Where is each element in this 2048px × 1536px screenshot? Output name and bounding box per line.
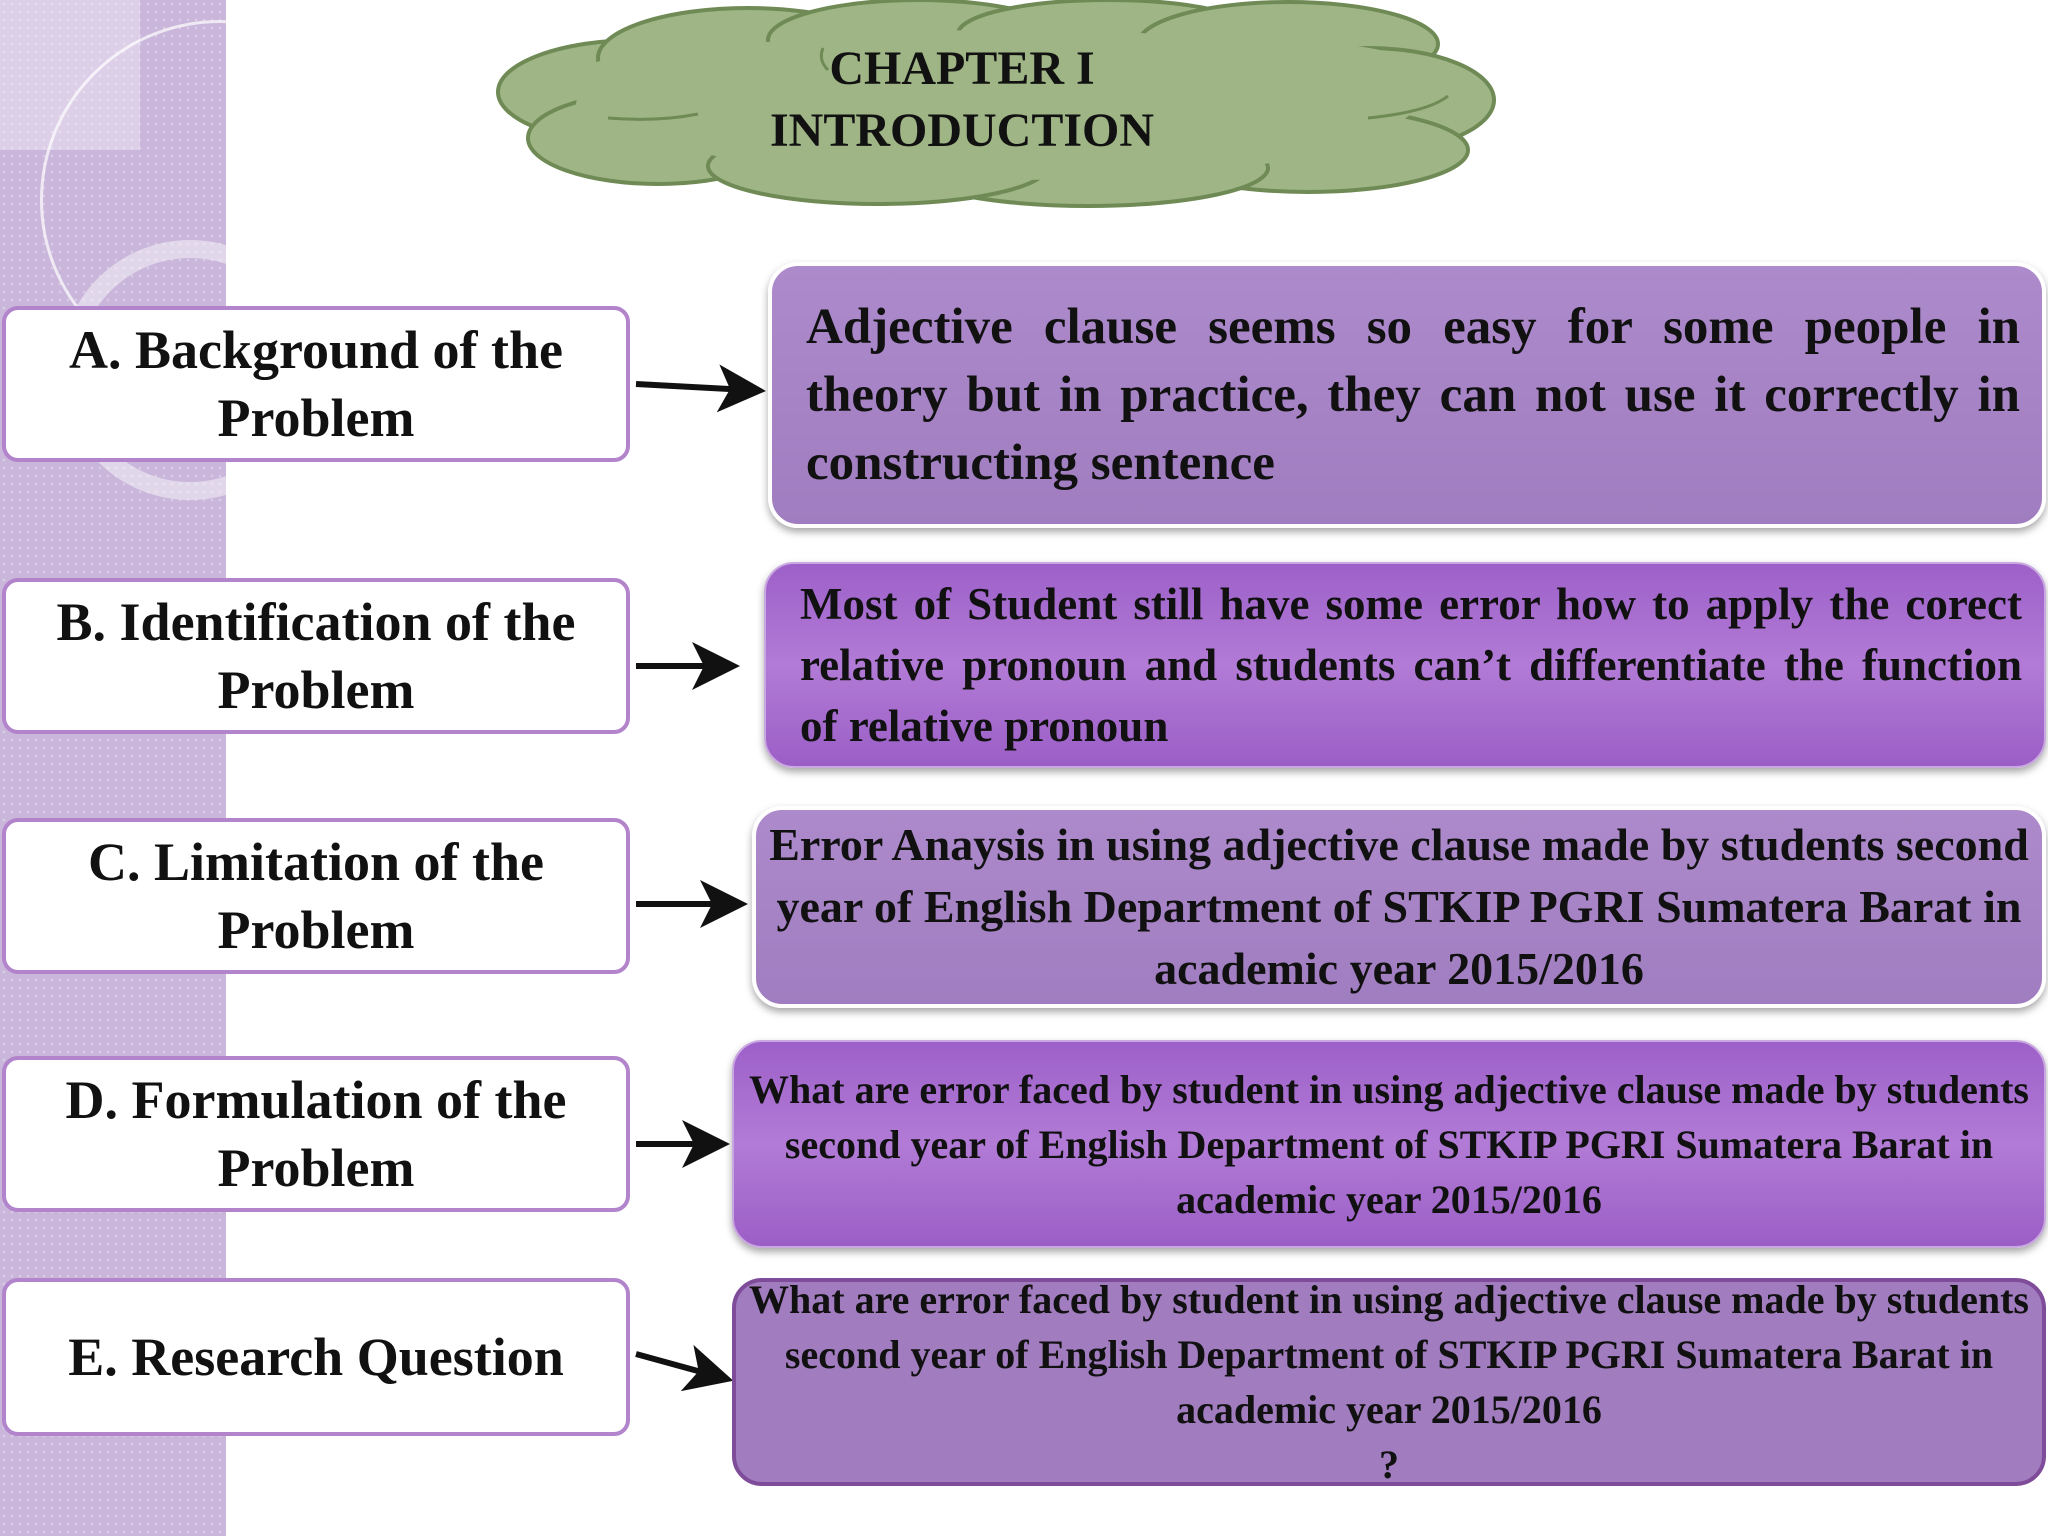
arrow-a	[636, 384, 748, 390]
label-research-question	[2, 1278, 630, 1436]
content-text: What are error faced by student in using adjective clause made by students second year of English Department of STKIP PGRI Sumatera Barat in academic year 2015/2016	[749, 1066, 2029, 1222]
chapter-title	[488, 38, 1436, 162]
label-text: Problem	[217, 1138, 415, 1198]
chapter-number: CHAPTER I	[829, 42, 1095, 95]
label-text: A. Background of the	[68, 320, 564, 380]
question-mark: ?	[1379, 1442, 1399, 1487]
content-text: What are error faced by student in using adjective clause made by students second year of English Department of STKIP PGRI Sumatera Barat in academic year 2015/2016	[749, 1277, 2029, 1432]
label-text: B. Identification of the	[56, 592, 576, 652]
label-text: Problem	[217, 660, 415, 720]
content-text: Adjective clause seems so easy for some people in theory but in practice, they can not use it correctly in constructing sentence	[806, 299, 2020, 491]
content-research-question	[732, 1278, 2046, 1486]
content-text: Most of Student still have some error how to apply the corect relative pronoun and students can’t differentiate the function of relative pronoun	[800, 578, 2022, 751]
label-formulation-of-problem	[2, 1056, 630, 1212]
content-text: Error Anaysis in using adjective clause made by students second year of English Department of STKIP PGRI Sumatera Barat in academic year 2015/2016	[769, 819, 2029, 994]
label-text: E. Research Question	[68, 1327, 564, 1387]
label-limitation-of-problem	[2, 818, 630, 974]
content-formulation-of-problem	[732, 1040, 2046, 1248]
content-limitation-of-problem	[752, 806, 2046, 1008]
arrow-e	[636, 1354, 716, 1376]
content-background-of-problem	[768, 262, 2046, 528]
label-text: D. Formulation of the	[65, 1070, 567, 1130]
label-identification-of-problem	[2, 578, 630, 734]
label-text: Problem	[217, 388, 415, 448]
chapter-name: INTRODUCTION	[769, 104, 1155, 157]
label-text: Problem	[217, 900, 415, 960]
label-background-of-problem	[2, 306, 630, 462]
label-text: C. Limitation of the	[88, 832, 544, 892]
content-identification-of-problem	[764, 562, 2046, 768]
